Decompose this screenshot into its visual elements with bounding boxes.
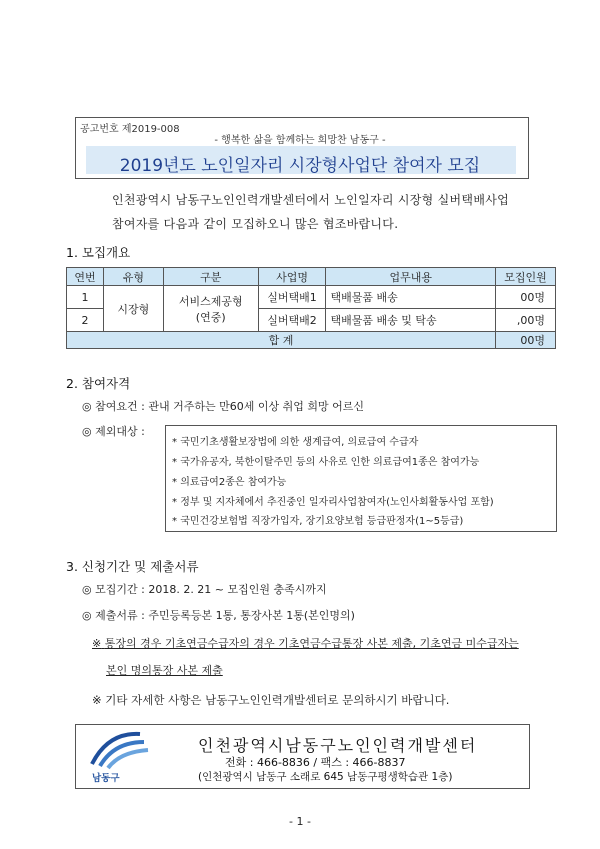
intro-line-2: 참여자를 다음과 같이 모집하오니 많은 협조바랍니다.: [112, 217, 399, 231]
row-count: 00명: [496, 286, 556, 309]
exclusion-item-text: 국가유공자, 북한이탈주민 등의 사유로 인한 의료급여1종은 참여가능: [180, 457, 480, 468]
recruitment-table: [66, 267, 556, 349]
category-line-2: (연중): [195, 310, 226, 324]
table-total-row: [67, 332, 556, 349]
exclusion-row: [82, 423, 145, 439]
row-no: 2: [67, 309, 104, 332]
col-header-category: 구분: [163, 268, 258, 286]
section-3-title: 3. 신청기간 및 제출서류: [66, 559, 199, 574]
col-header-no: 연번: [67, 268, 104, 286]
notice-number: 공고번호 제2019-008: [80, 124, 180, 135]
total-count: 00명: [496, 332, 556, 349]
list-item: * 국민기초생활보장법에 의한 생계급여, 의료급여 수급자: [172, 437, 419, 448]
table-header-row: [67, 268, 556, 286]
total-label: 합 계: [67, 332, 496, 349]
period-text: 2018. 2. 21 ~ 모집인원 충족시까지: [148, 583, 327, 596]
footer-org-name: 인천광역시남동구노인인력개발센터: [198, 736, 478, 755]
list-item: * 정부 및 지자체에서 추진중인 일자리사업참여자(노인사회활동사업 포함): [172, 497, 494, 508]
period-label: 모집기간 :: [95, 583, 145, 596]
circle-bullet-icon: ◎: [82, 400, 92, 413]
category-line-1: 서비스제공형: [178, 294, 243, 308]
exclusion-item-text: 정부 및 지자체에서 추진중인 일자리사업참여자(노인사회활동사업 포함): [180, 497, 494, 508]
circle-bullet-icon: ◎: [82, 425, 92, 438]
exclusion-item-text: 의료급여2종은 참여가능: [180, 477, 287, 488]
section-1-title: 1. 모집개요: [66, 245, 131, 260]
requirement-label: 참여요건 :: [95, 400, 145, 413]
row-project: 실버택배1: [258, 286, 326, 309]
intro-line-1: 인천광역시 남동구노인인력개발센터에서 노인일자리 시장형 실버택배사업: [112, 193, 510, 207]
reference-mark-icon: ※: [92, 637, 102, 650]
table-row: [67, 286, 556, 309]
logo-text: 남동구: [92, 773, 120, 784]
col-header-work: 업무내용: [326, 268, 496, 286]
requirement-text: 관내 거주하는 만60세 이상 취업 희망 어르신: [148, 400, 364, 413]
reference-mark-icon: ※: [92, 693, 102, 707]
list-item: * 국가유공자, 북한이탈주민 등의 사유로 인한 의료급여1종은 참여가능: [172, 457, 480, 468]
exclusion-label: 제외대상 :: [95, 425, 145, 438]
row-category: [163, 286, 258, 332]
exclusion-item-text: 국민기초생활보장법에 의한 생계급여, 의료급여 수급자: [180, 437, 419, 448]
slogan: - 행복한 삶을 함께하는 희망찬 남동구 -: [214, 135, 386, 146]
footer-address: (인천광역시 남동구 소래로 645 남동구평생학습관 1층): [198, 771, 453, 783]
bank-note-line-1: [92, 635, 519, 651]
intro-paragraph: [112, 188, 512, 236]
circle-bullet-icon: ◎: [82, 609, 92, 622]
list-item: * 국민건강보험법 직장가입자, 장기요양보험 등급판정자(1~5등급): [172, 516, 464, 527]
contact-note-text: 기타 자세한 사항은 남동구노인인력개발센터로 문의하시기 바랍니다.: [105, 693, 450, 707]
bank-note-line-2: 본인 명의통장 사본 제출: [106, 664, 223, 677]
documents-row: [82, 607, 355, 623]
documents-text: 주민등록등본 1통, 통장사본 1통(본인명의): [148, 609, 355, 622]
row-project: 실버택배2: [258, 309, 326, 332]
row-type: 시장형: [103, 286, 163, 332]
list-item: * 의료급여2종은 참여가능: [172, 477, 287, 488]
namdong-logo-icon: [88, 728, 158, 772]
page-number: - 1 -: [289, 815, 311, 828]
row-no: 1: [67, 286, 104, 309]
documents-label: 제출서류 :: [95, 609, 145, 622]
exclusion-item-text: 국민건강보험법 직장가입자, 장기요양보험 등급판정자(1~5등급): [180, 516, 464, 527]
row-count: ,00명: [496, 309, 556, 332]
footer-phone-fax: 전화 : 466-8836 / 팩스 : 466-8837: [225, 756, 406, 769]
period-row: [82, 581, 327, 597]
col-header-count: 모집인원: [496, 268, 556, 286]
page-title: 2019년도 노인일자리 시장형사업단 참여자 모집: [119, 156, 481, 176]
row-work: 택배물품 배송 및 탁송: [326, 309, 496, 332]
circle-bullet-icon: ◎: [82, 583, 92, 596]
col-header-type: 유형: [103, 268, 163, 286]
section-2-title: 2. 참여자격: [66, 376, 131, 391]
bank-note-text: 통장의 경우 기초연금수급자의 경우 기초연금수급통장 사본 제출, 기초연금 미수급자는: [104, 637, 519, 650]
row-work: 택배물품 배송: [326, 286, 496, 309]
col-header-project: 사업명: [258, 268, 326, 286]
contact-note: [92, 692, 449, 708]
requirement-row: [82, 398, 364, 414]
